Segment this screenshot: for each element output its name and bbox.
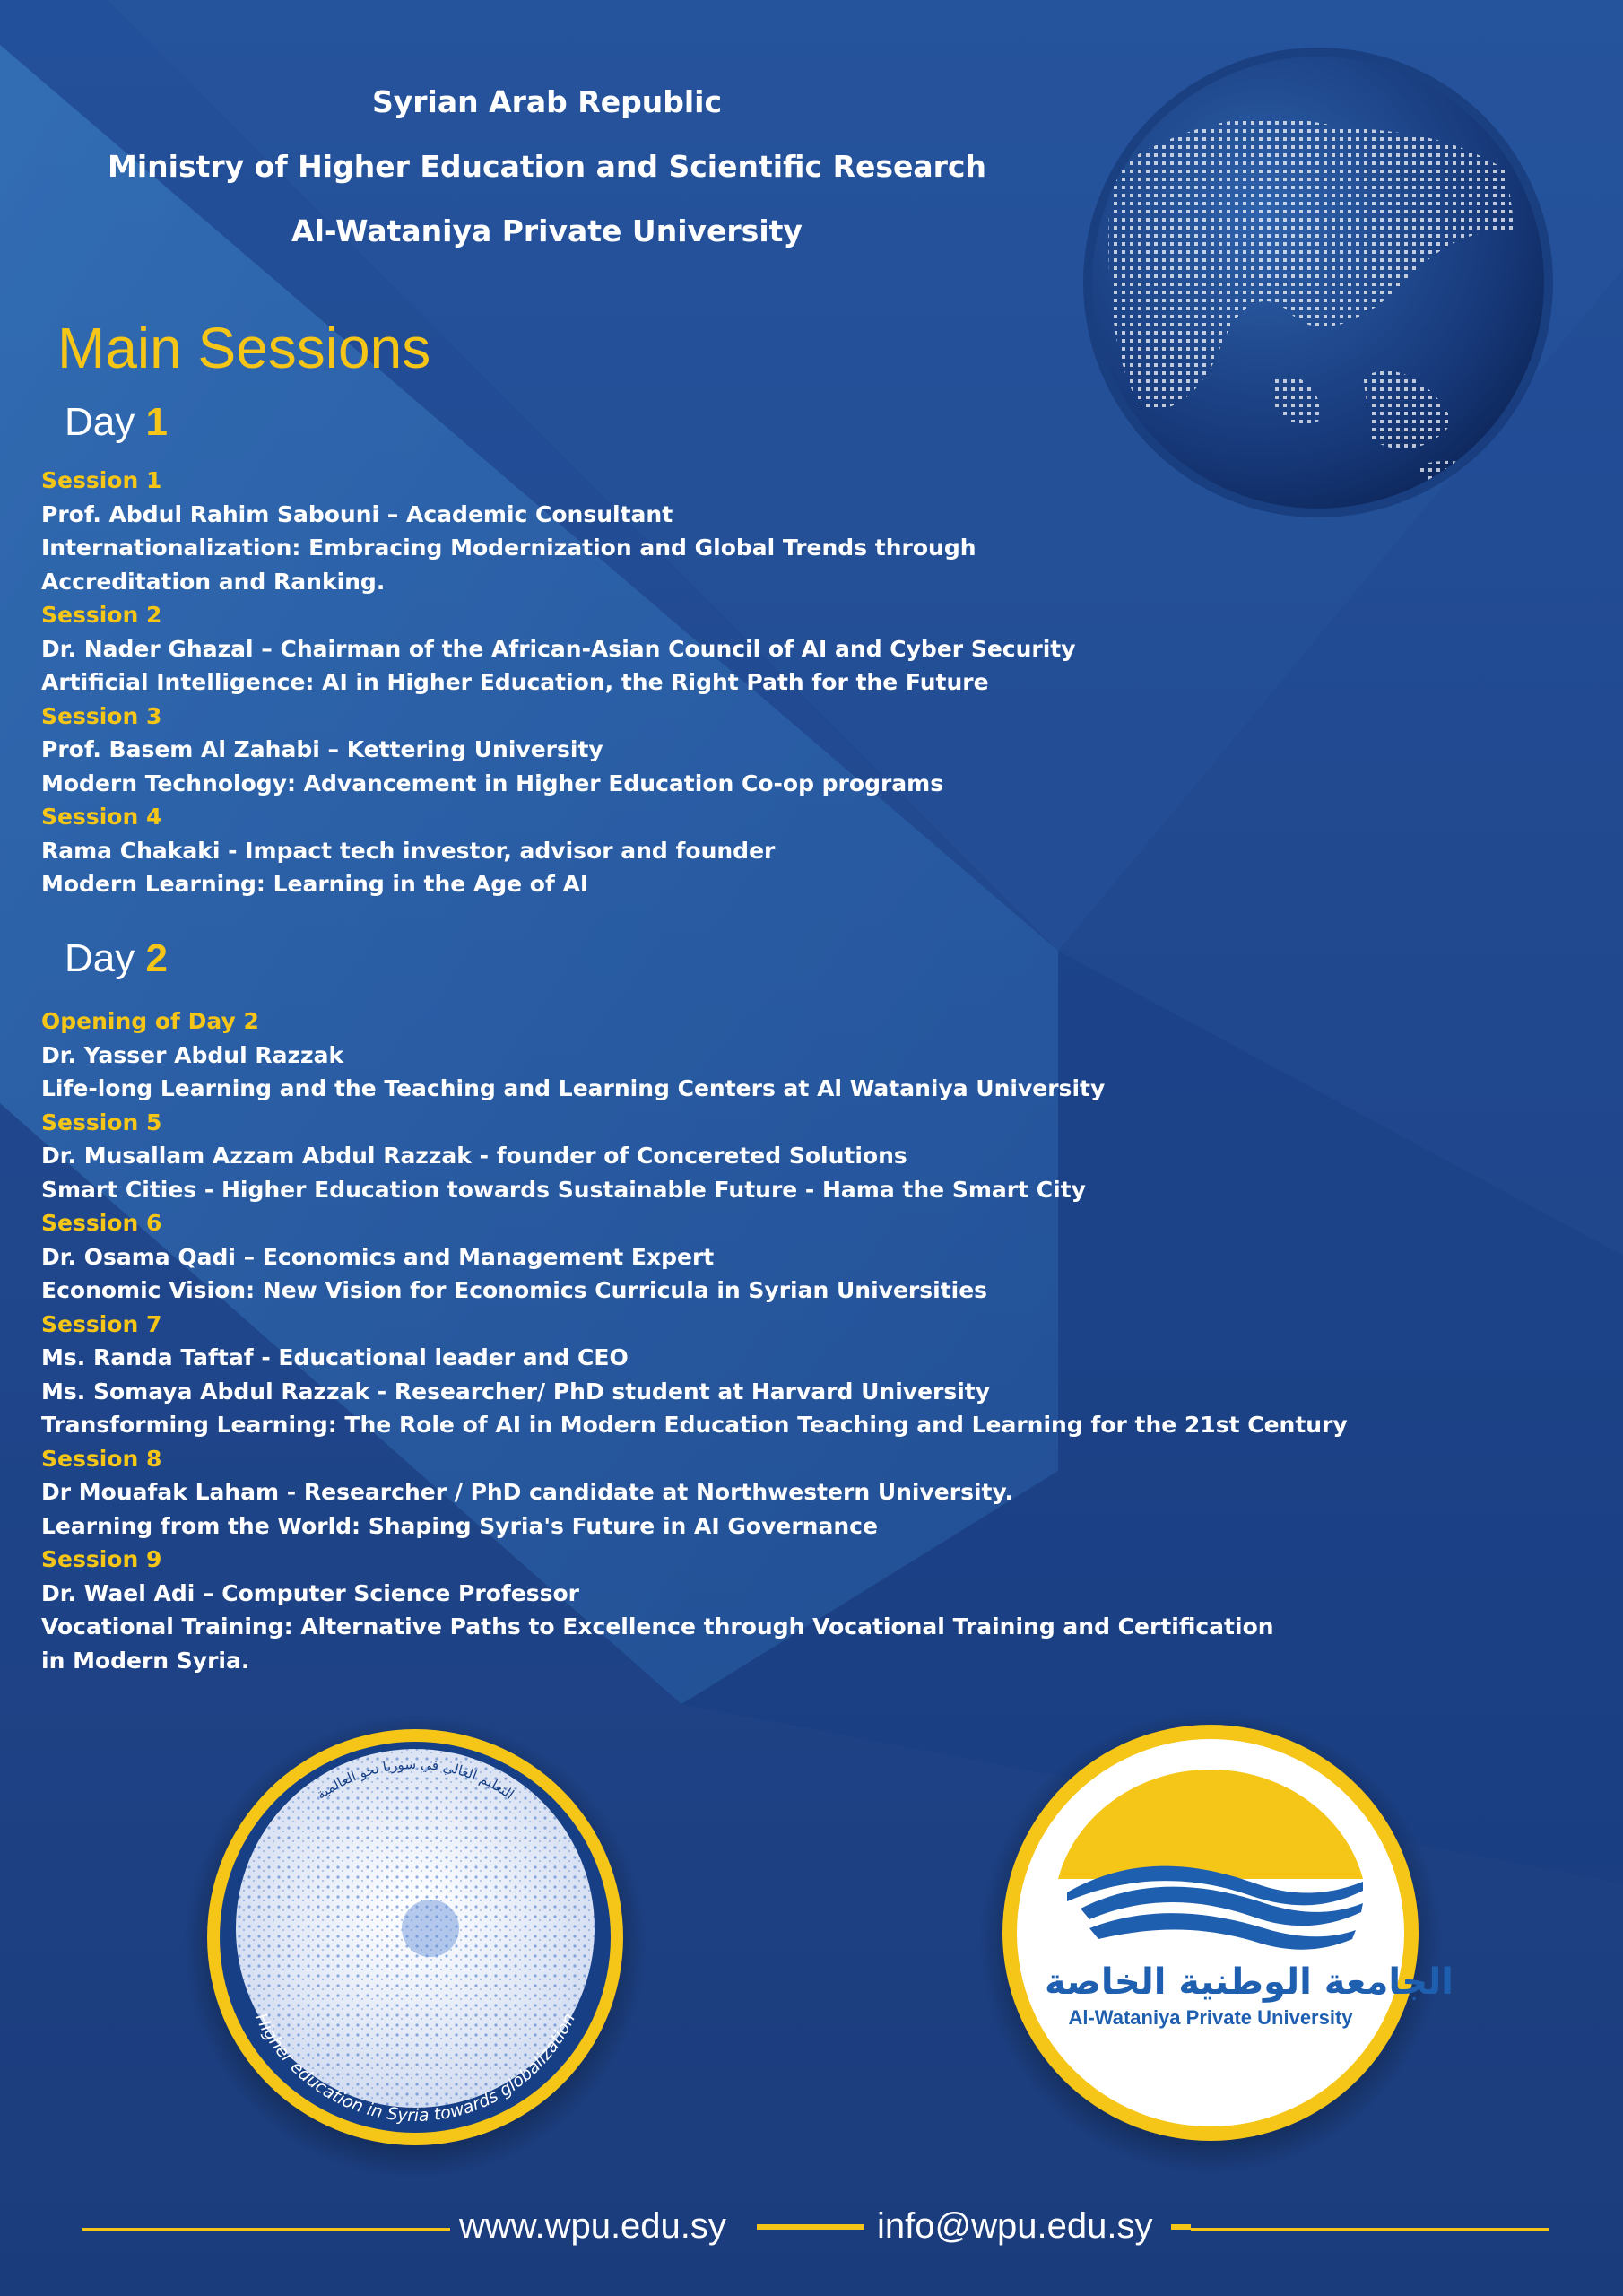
ministry-title: Ministry of Higher Education and Scientific Research	[108, 149, 986, 184]
session-line: Dr. Yasser Abdul Razzak	[41, 1041, 344, 1068]
main-sessions-title: Main Sessions	[57, 316, 431, 380]
footer	[0, 2202, 1623, 2256]
conference-logo-english-text: Higher education in Syria towards globalization	[250, 2010, 580, 2126]
session-heading: Session 8	[41, 1445, 162, 1472]
session-line: Ms. Somaya Abdul Razzak - Researcher/ PhD student at Harvard University	[41, 1378, 991, 1405]
day-1-number: 1	[145, 400, 168, 444]
day-2-label: Day	[65, 936, 135, 980]
session-line: Life-long Learning and the Teaching and Learning Centers at Al Wataniya University	[41, 1075, 1106, 1101]
session-line: Modern Technology: Advancement in Higher Education Co-op programs	[41, 770, 944, 796]
session-heading: Session 6	[41, 1210, 162, 1236]
day-1-label: Day	[65, 400, 135, 444]
session-line: Rama Chakaki - Impact tech investor, advisor and founder	[41, 837, 776, 864]
session-line: Dr. Osama Qadi – Economics and Management Expert	[41, 1243, 715, 1270]
day-2-number: 2	[145, 936, 168, 980]
day-2-sessions	[41, 1004, 1584, 1677]
conference-logo-arabic-text: التعليم العالي في سوريا نحو العالمية	[313, 1755, 517, 1803]
session-heading: Session 7	[41, 1310, 162, 1337]
university-logo-english-name: Al-Wataniya Private University	[1068, 2006, 1353, 2029]
session-line: Prof. Abdul Rahim Sabouni – Academic Consultant	[41, 500, 673, 527]
session-line: Accreditation and Ranking.	[41, 568, 386, 595]
university-logo-arabic-name: الجامعة الوطنية الخاصة	[1045, 1961, 1454, 2003]
session-heading: Session 4	[41, 804, 162, 830]
country-title: Syrian Arab Republic	[371, 84, 723, 119]
session-line: Artificial Intelligence: AI in Higher Education, the Right Path for the Future	[41, 669, 989, 695]
session-line: Dr. Wael Adi – Computer Science Professor	[41, 1579, 579, 1606]
day-2-heading	[65, 935, 168, 982]
session-line: Dr Mouafak Laham - Researcher / PhD candidate at Northwestern University.	[41, 1479, 1013, 1505]
session-line: Prof. Basem Al Zahabi – Kettering University	[41, 736, 603, 762]
session-line: Smart Cities - Higher Education towards Sustainable Future - Hama the Smart City	[41, 1176, 1086, 1203]
day-1-heading	[65, 399, 168, 446]
session-heading: Opening of Day 2	[41, 1008, 259, 1034]
day-1-sessions	[41, 464, 1584, 901]
session-line: Transforming Learning: The Role of AI in Modern Education Teaching and Learning for the 21st Century	[41, 1412, 1348, 1438]
header	[0, 70, 1094, 264]
session-heading: Session 9	[41, 1546, 162, 1572]
session-line: Vocational Training: Alternative Paths to Excellence through Vocational Training and Certification	[41, 1613, 1274, 1639]
session-line: Internationalization: Embracing Modernization and Global Trends through	[41, 535, 976, 561]
session-heading: Session 3	[41, 702, 162, 729]
session-line: Economic Vision: New Vision for Economics Curricula in Syrian Universities	[41, 1277, 988, 1303]
session-line: Dr. Musallam Azzam Abdul Razzak - founder of Concereted Solutions	[41, 1143, 907, 1169]
session-line: Dr. Nader Ghazal – Chairman of the African-Asian Council of AI and Cyber Security	[41, 635, 1076, 662]
session-heading: Session 1	[41, 467, 162, 493]
session-heading: Session 2	[41, 602, 162, 628]
university-logo	[1045, 1960, 1454, 2031]
session-line: Modern Learning: Learning in the Age of AI	[41, 871, 589, 897]
website-link[interactable]: www.wpu.edu.sy	[459, 2206, 726, 2246]
university-title: Al-Wataniya Private University	[291, 213, 803, 248]
session-line: Learning from the World: Shaping Syria's Future in AI Governance	[41, 1512, 878, 1539]
email-link[interactable]: info@wpu.edu.sy	[877, 2206, 1153, 2246]
session-heading: Session 5	[41, 1109, 162, 1135]
session-line: in Modern Syria.	[41, 1647, 250, 1674]
session-line: Ms. Randa Taftaf - Educational leader and CEO	[41, 1344, 629, 1370]
